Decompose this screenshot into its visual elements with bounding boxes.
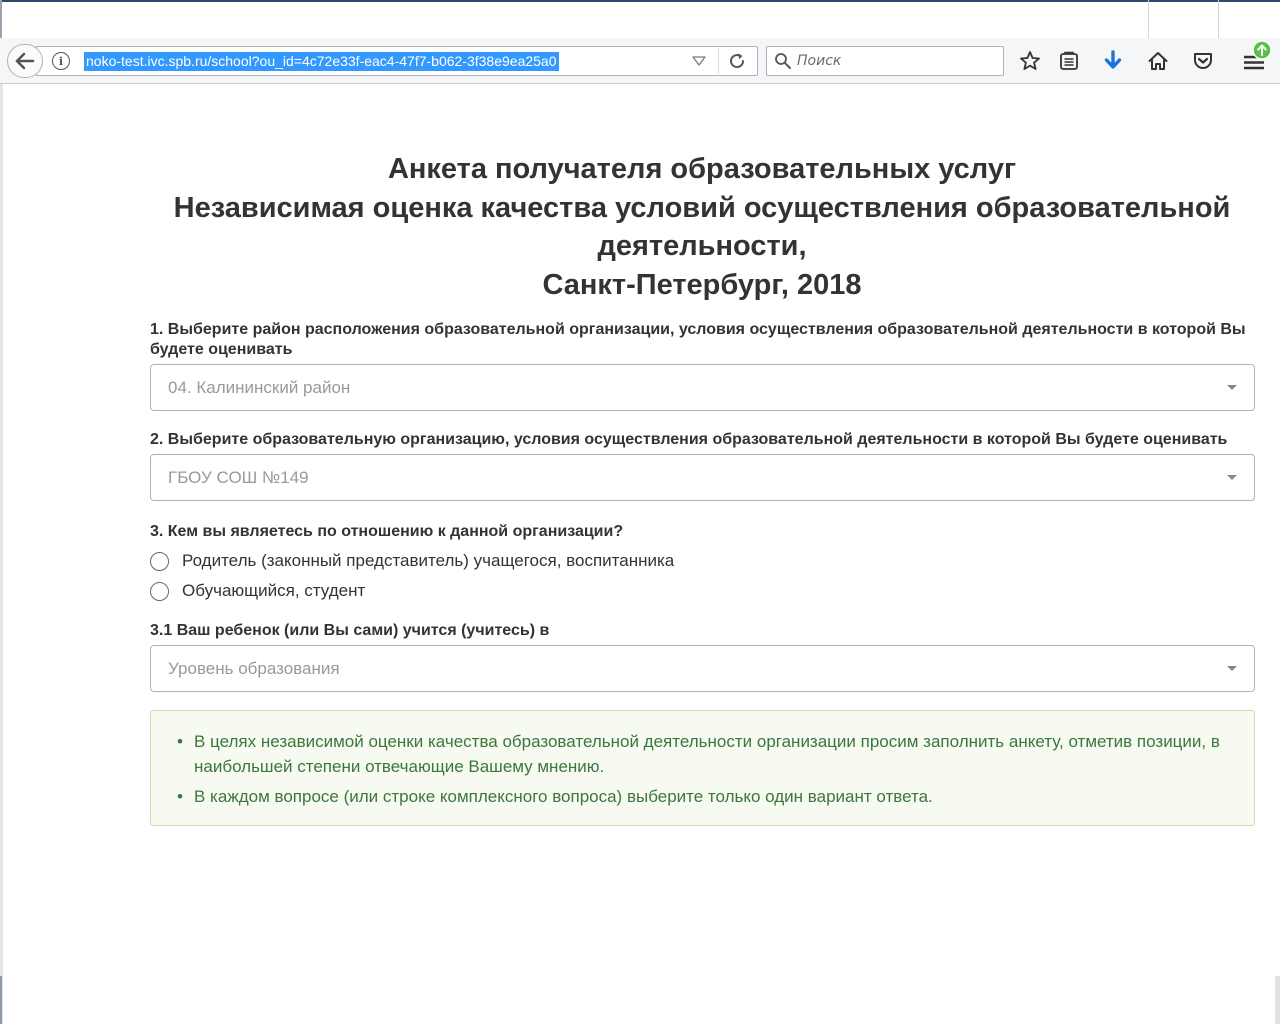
back-arrow-icon [15, 52, 35, 70]
window-divider [1148, 0, 1149, 38]
list-item [177, 784, 1227, 809]
downloads-button[interactable] [1101, 49, 1125, 73]
district-select-value: 04. Калининский район [168, 378, 351, 397]
search-input[interactable] [797, 51, 997, 71]
organization-select[interactable] [150, 454, 1255, 501]
home-button[interactable] [1146, 49, 1170, 73]
radio-option-label[interactable]: Родитель (законный представитель) учащегося, воспитанника [182, 551, 675, 570]
caret-down-icon [1227, 475, 1237, 480]
education-level-select[interactable] [150, 645, 1255, 692]
download-arrow-icon [1102, 50, 1124, 72]
organization-select-value: ГБОУ СОШ №149 [168, 468, 309, 487]
window-bottom-left-edge [0, 976, 2, 1024]
instruction-text: В целях независимой оценки качества образовательной деятельности организации просим заполнить анкету, отметив позиции, в наибольшей степени отвечающие Вашему мнению. [194, 732, 1220, 776]
instruction-text: В каждом вопросе (или строке комплексного вопроса) выберите только один вариант ответа. [194, 787, 933, 806]
window-left-shadow [0, 84, 3, 1024]
question-3-label: 3. Кем вы являетесь по отношению к данной организации? [150, 523, 624, 540]
title-line-3: Санкт-Петербург, 2018 [542, 268, 862, 301]
window-bottom-right-edge [1275, 976, 1280, 1024]
info-icon[interactable]: i [52, 52, 70, 70]
dropdown-arrow-icon[interactable] [692, 55, 706, 67]
radio-option-parent[interactable] [150, 550, 674, 572]
pocket-button[interactable] [1191, 49, 1215, 73]
bullet: • [177, 787, 183, 806]
district-select[interactable] [150, 364, 1255, 411]
question-3-1-label: 3.1 Ваш ребенок (или Вы сами) учится (учитесь) в [150, 622, 550, 639]
back-button[interactable] [7, 44, 43, 78]
caret-down-icon [1227, 385, 1237, 390]
update-badge-icon [1252, 40, 1272, 60]
caret-down-icon [1227, 666, 1237, 671]
url-text[interactable]: noko-test.ivc.spb.ru/school?ou_id=4c72e33f-eac4-47f7-b062-3f38e9ea25a0 [86, 53, 557, 69]
title-line-2: Независимая оценка качества условий осуществления образовательной деятельности, [173, 191, 1231, 262]
reading-list-icon [1058, 50, 1080, 72]
window-top-border [0, 0, 1280, 2]
page-title [150, 150, 1254, 304]
instructions-list [177, 729, 1227, 814]
reload-icon [728, 52, 746, 70]
address-bar-separator [718, 48, 719, 74]
window-divider [1218, 0, 1219, 38]
title-line-1: Анкета получателя образовательных услуг [387, 153, 1017, 185]
question-1-label: 1. Выберите район расположения образовательной организации, условия осуществления образовательной деятельности в которой Вы будете оценивать [150, 321, 1246, 358]
search-icon [774, 52, 792, 70]
education-level-placeholder: Уровень образования [168, 659, 340, 678]
radio-button[interactable] [150, 552, 169, 571]
list-item [177, 729, 1227, 779]
window-top-strip [0, 0, 1280, 38]
reload-button[interactable] [726, 51, 748, 71]
instructions-notice [150, 710, 1255, 826]
radio-option-student[interactable] [150, 580, 365, 602]
home-icon [1147, 50, 1169, 72]
question-2-label: 2. Выберите образовательную организацию, условия осуществления образовательной деятельности в которой Вы будете оценивать [150, 431, 1228, 448]
reading-list-button[interactable] [1057, 49, 1081, 73]
bullet: • [177, 732, 183, 751]
radio-option-label[interactable]: Обучающийся, студент [182, 581, 366, 600]
bookmark-star-icon [1019, 50, 1041, 72]
bookmark-button[interactable] [1018, 49, 1042, 73]
radio-button[interactable] [150, 582, 169, 601]
window-left-edge [0, 0, 2, 38]
pocket-icon [1192, 50, 1214, 72]
